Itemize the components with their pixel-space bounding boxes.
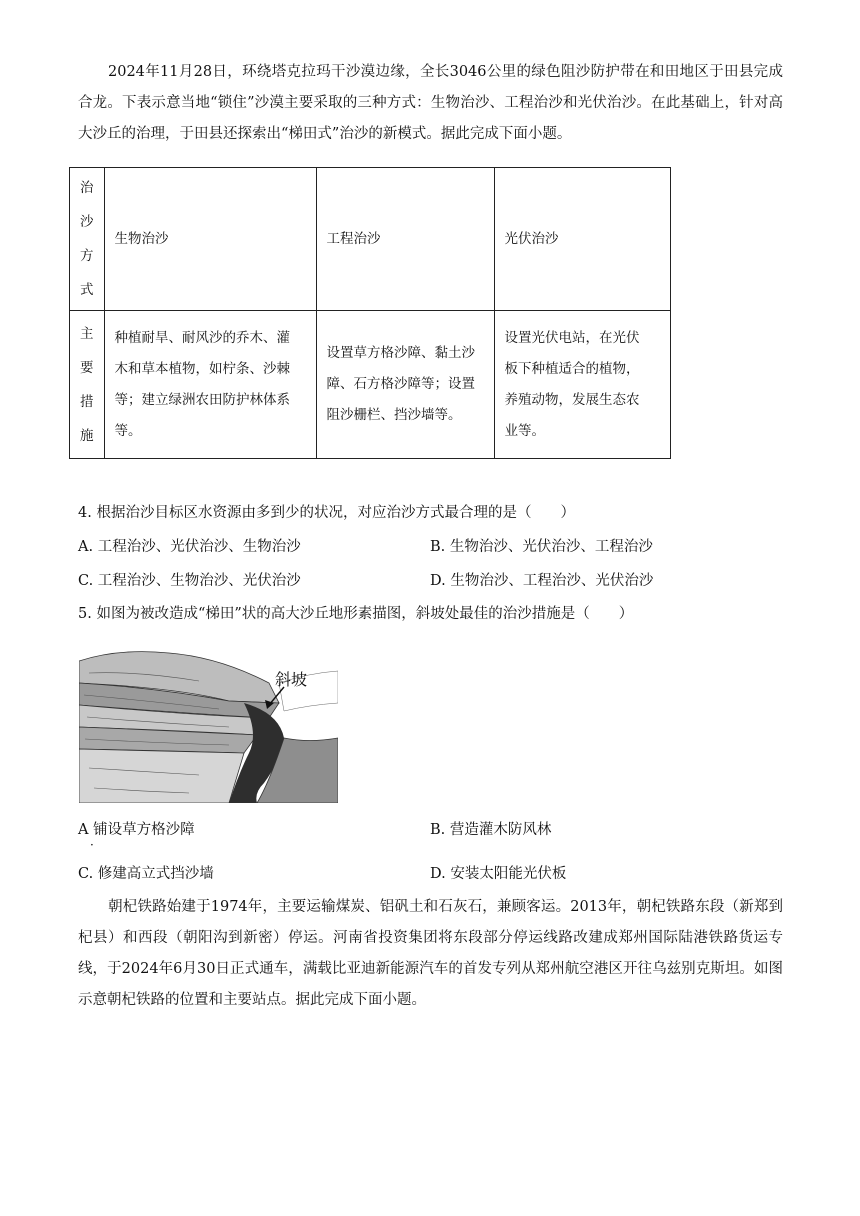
question-4-stem: 4. 根据治沙目标区水资源由多到少的状况，对应治沙方式最合理的是（ ）: [78, 505, 575, 521]
question-5-stem: 5. 如图为被改造成“梯田”状的高大沙丘地形素描图，斜坡处最佳的治沙措施是（ ）: [78, 606, 634, 622]
question-4-option-d: D. 生物治沙、工程治沙、光伏治沙: [430, 573, 654, 589]
railway-paragraph: 朝杞铁路始建于1974年，主要运输煤炭、铝矾土和石灰石，兼顾客运。2013年，朝杞铁路东段（新郑到杞县）和西段（朝阳沟到新密）停运。河南省投资集团将东段部分停运线路改建成郑州国际陆港铁路货运专线，于2024年6月30日正式通车，满载比亚迪新能源汽车的首发专列从郑州航空港区开往乌兹别克斯坦。如图示意朝杞铁路的位置和主要站点。据此完成下面小题。: [78, 899, 783, 1008]
intro-paragraph: 2024年11月28日，环绕塔克拉玛干沙漠边缘，全长3046公里的绿色阻沙防护带在和田地区于田县完成合龙。下表示意当地“锁住”沙漠主要采取的三种方式：生物治沙、工程治沙和光伏治沙。在此基础上，针对高大沙丘的治理，于田县还探索出“梯田式”治沙的新模式。据此完成下面小题。: [78, 64, 783, 142]
question-4-option-a: A. 工程治沙、光伏治沙、生物治沙: [78, 539, 301, 555]
question-4-option-b: B. 生物治沙、光伏治沙、工程治沙: [430, 539, 653, 555]
header-cell-measure: 主 要 措 施: [70, 311, 105, 459]
stray-dot-mark: ·: [90, 838, 94, 852]
method-cell-pv: 光伏治沙: [494, 168, 670, 311]
header-cell-method: 治 沙 方 式: [70, 168, 105, 311]
terraced-dune-sketch: [79, 643, 338, 803]
method-cell-bio: 生物治沙: [104, 168, 316, 311]
question-5-option-b: B. 营造灌木防风林: [430, 822, 552, 838]
question-5-option-a: A 铺设草方格沙障: [78, 822, 195, 838]
question-5-option-d: D. 安装太阳能光伏板: [430, 866, 567, 882]
slope-label: 斜坡: [275, 670, 308, 689]
sand-control-table: [69, 167, 671, 459]
measure-cell-bio: 种植耐旱、耐风沙的乔木、灌 木和草本植物，如柠条、沙棘 等；建立绿洲农田防护林体系 等。: [104, 311, 316, 459]
table-row-methods: [70, 168, 671, 311]
method-cell-engineering: 工程治沙: [316, 168, 494, 311]
measure-cell-engineering: 设置草方格沙障、黏土沙 障、石方格沙障等；设置 阻沙栅栏、挡沙墙等。: [316, 311, 494, 459]
question-4-option-c: C. 工程治沙、生物治沙、光伏治沙: [78, 573, 301, 589]
measure-cell-pv: 设置光伏电站，在光伏 板下种植适合的植物， 养殖动物，发展生态农 业等。: [494, 311, 670, 459]
table-row-measures: [70, 311, 671, 459]
question-5-option-c: C. 修建高立式挡沙墙: [78, 866, 214, 882]
